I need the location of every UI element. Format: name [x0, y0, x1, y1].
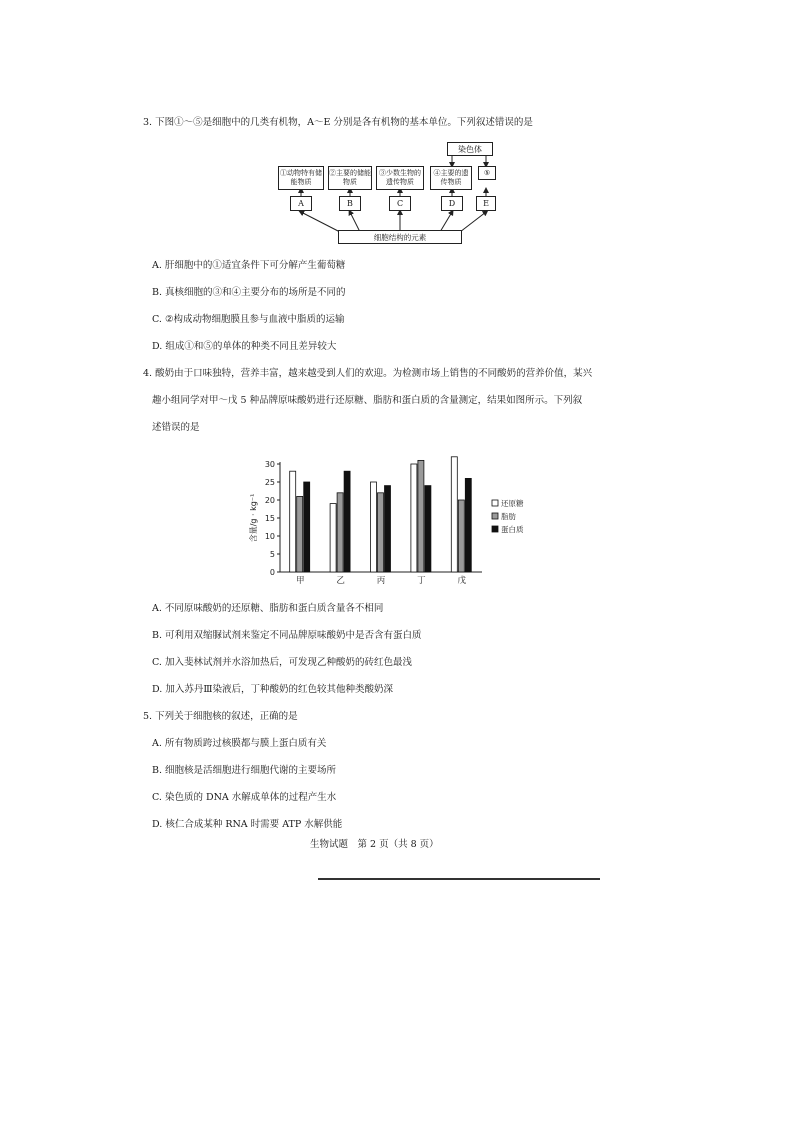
diagram-elements-box: 细胞结构的元素: [338, 230, 462, 244]
y-tick-label: 5: [269, 550, 275, 559]
bar-蛋白质-丁: [425, 486, 431, 572]
y-tick-label: 10: [264, 532, 275, 541]
y-axis-label: 含量/g · kg⁻¹: [249, 493, 258, 543]
diagram-unit-b: B: [339, 196, 361, 211]
q5-option-b: B. 细胞核是活细胞进行细胞代谢的主要场所: [152, 765, 337, 776]
bar-还原糖-乙: [330, 504, 336, 572]
bar-还原糖-戊: [451, 457, 457, 572]
q5-stem: 5. 下列关于细胞核的叙述，正确的是: [143, 711, 298, 722]
bar-还原糖-丁: [411, 464, 417, 572]
y-tick-label: 25: [264, 478, 275, 487]
footer-divider: [318, 878, 600, 880]
q4-option-a: A. 不同原味酸奶的还原糖、脂肪和蛋白质含量各不相同: [152, 603, 384, 614]
legend-label: 脂肪: [501, 512, 516, 521]
legend-swatch-还原糖: [492, 500, 498, 506]
q5-option-d: D. 核仁合成某种 RNA 时需要 ATP 水解供能: [152, 819, 343, 830]
x-tick-label: 戊: [457, 576, 467, 586]
diagram-top-label: 染色体: [447, 142, 493, 156]
q5-option-a: A. 所有物质跨过核膜都与膜上蛋白质有关: [152, 738, 327, 749]
diagram-unit-c: C: [389, 196, 411, 211]
y-tick-label: 30: [264, 460, 275, 469]
bar-脂肪-丁: [418, 460, 424, 572]
bar-蛋白质-甲: [304, 482, 310, 572]
bar-脂肪-甲: [297, 496, 303, 572]
q4-stem-line2: 趣小组同学对甲～戊 5 种品牌原味酸奶进行还原糖、脂肪和蛋白质的含量测定，结果如图所示。下列叙: [152, 395, 583, 406]
bar-蛋白质-丙: [385, 486, 391, 572]
diagram-box-1: ①动物特有储能物质: [278, 166, 324, 190]
q4-stem-line1: 4. 酸奶由于口味独特，营养丰富，越来越受到人们的欢迎。为检测市场上销售的不同酸奶的营养价值，某兴: [143, 368, 593, 379]
q3-option-d: D. 组成①和⑤的单体的种类不同且差异较大: [152, 341, 337, 352]
bar-脂肪-戊: [458, 500, 464, 572]
q3-option-a: A. 肝细胞中的①适宜条件下可分解产生葡萄糖: [152, 260, 346, 271]
bar-还原糖-甲: [290, 471, 296, 572]
bar-脂肪-丙: [378, 493, 384, 572]
q4-option-c: C. 加入斐林试剂并水浴加热后，可发现乙种酸奶的砖红色最浅: [152, 657, 412, 668]
x-tick-label: 甲: [295, 576, 305, 586]
bar-蛋白质-戊: [465, 478, 471, 572]
legend-label: 蛋白质: [501, 525, 524, 534]
y-tick-label: 0: [269, 568, 275, 577]
bar-还原糖-丙: [371, 482, 377, 572]
legend-swatch-蛋白质: [492, 526, 498, 532]
q3-stem: 3. 下图①～⑤是细胞中的几类有机物，A～E 分别是各有机物的基本单位。下列叙述错误的是: [143, 117, 533, 128]
bar-脂肪-乙: [337, 493, 343, 572]
q4-option-d: D. 加入苏丹Ⅲ染液后，丁种酸奶的红色较其他种类酸奶深: [152, 684, 393, 695]
diagram-box-5: ⑤: [478, 166, 496, 180]
diagram-unit-a: A: [290, 196, 312, 211]
x-tick-label: 乙: [336, 576, 345, 586]
y-tick-label: 15: [264, 514, 275, 523]
x-tick-label: 丙: [376, 576, 386, 586]
diagram-box-3: ③少数生物的遗传物质: [376, 166, 424, 190]
y-tick-label: 20: [264, 496, 275, 505]
bar-蛋白质-乙: [344, 471, 350, 572]
legend-swatch-脂肪: [492, 513, 498, 519]
q3-option-b: B. 真核细胞的③和④主要分布的场所是不同的: [152, 287, 346, 298]
diagram-unit-d: D: [441, 196, 463, 211]
diagram-box-2: ②主要的储能物质: [328, 166, 372, 190]
page-footer: 生物试题 第 2 页（共 8 页）: [310, 839, 439, 850]
q3-option-c: C. ②构成动物细胞膜且参与血液中脂质的运输: [152, 314, 345, 325]
q5-option-c: C. 染色质的 DNA 水解成单体的过程产生水: [152, 792, 337, 803]
q4-option-b: B. 可利用双缩脲试剂来鉴定不同品牌原味酸奶中是否含有蛋白质: [152, 630, 422, 641]
diagram-unit-e: E: [476, 196, 496, 211]
legend-label: 还原糖: [501, 499, 524, 508]
x-tick-label: 丁: [417, 576, 426, 586]
diagram-box-4: ④主要的遗传物质: [430, 166, 472, 190]
q4-stem-line3: 述错误的是: [152, 422, 200, 433]
